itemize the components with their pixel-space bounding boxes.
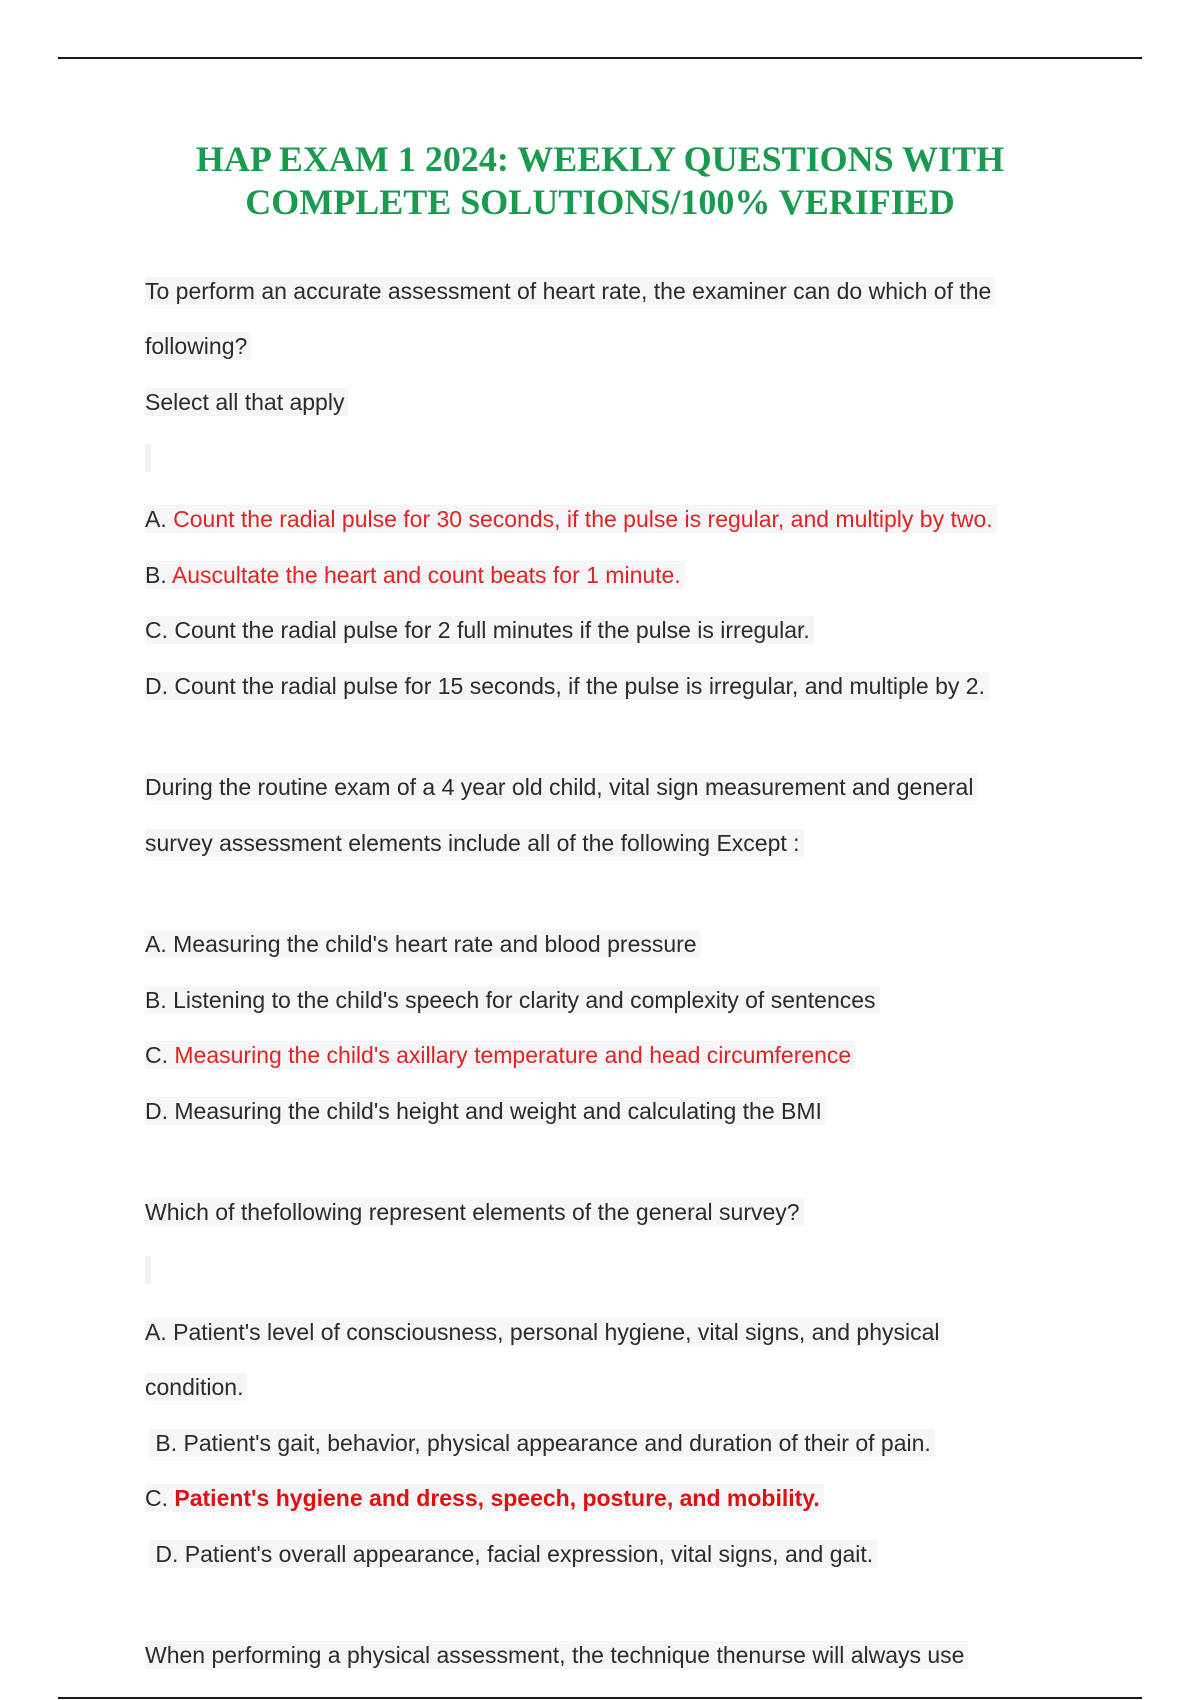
option-prefix: D. (145, 1098, 175, 1124)
question-3-option-d (149, 1540, 877, 1568)
question-2-option-b (145, 986, 880, 1014)
question-4-stem: When performing a physical assessment, the technique thenurse will always use (145, 1641, 968, 1669)
question-3-option-a-continued: condition. (145, 1373, 247, 1401)
option-prefix: C. (145, 1042, 175, 1068)
title-line-2: COMPLETE SOLUTIONS/100% VERIFIED (245, 182, 955, 222)
option-prefix: D. (155, 1541, 185, 1567)
question-1-option-a (145, 505, 997, 533)
question-2-option-d (145, 1097, 826, 1125)
question-1-option-d (145, 672, 989, 700)
option-text-correct: Count the radial pulse for 30 seconds, if the pulse is regular, and multiply by two. (173, 506, 993, 532)
option-prefix: B. (145, 562, 172, 588)
option-text: Count the radial pulse for 2 full minutes if the pulse is irregular. (174, 617, 810, 643)
option-text: Listening to the child's speech for clarity and complexity of sentences (173, 987, 876, 1013)
question-2-stem-line-2: survey assessment elements include all of the following Except : (145, 829, 804, 857)
option-text: Count the radial pulse for 15 seconds, if the pulse is irregular, and multiple by 2. (174, 673, 985, 699)
title-line-1: HAP EXAM 1 2024: WEEKLY QUESTIONS WITH (195, 139, 1005, 179)
blank-marker (145, 1256, 151, 1284)
option-prefix: A. (145, 1319, 174, 1345)
question-2-option-a (145, 930, 701, 958)
question-1-instruction: Select all that apply (145, 388, 348, 416)
option-prefix: C. (145, 617, 175, 643)
blank-marker (145, 444, 151, 472)
question-2-stem-line-1: During the routine exam of a 4 year old child, vital sign measurement and general (145, 773, 977, 801)
question-3-option-b (149, 1429, 935, 1457)
option-text-correct: Auscultate the heart and count beats for 1 minute. (171, 562, 681, 588)
option-prefix: C. (145, 1485, 175, 1511)
option-text: Patient's overall appearance, facial expression, vital signs, and gait. (184, 1541, 874, 1567)
option-prefix: B. (155, 1430, 184, 1456)
question-3-option-a (145, 1318, 944, 1346)
option-text: Patient's level of consciousness, personal hygiene, vital signs, and physical (173, 1319, 940, 1345)
question-1-option-c (145, 616, 814, 644)
option-prefix: D. (145, 673, 175, 699)
option-text-correct: Patient's hygiene and dress, speech, posture, and mobility. (174, 1485, 820, 1511)
option-text-correct: Measuring the child's axillary temperature and head circumference (174, 1042, 852, 1068)
document-title (0, 138, 1200, 224)
question-1-stem-line-1: To perform an accurate assessment of heart rate, the examiner can do which of the (145, 277, 995, 305)
option-text: Measuring the child's heart rate and blood pressure (173, 931, 697, 957)
option-prefix: B. (145, 987, 174, 1013)
option-text: Measuring the child's height and weight and calculating the BMI (174, 1098, 822, 1124)
question-2-option-c (145, 1041, 855, 1069)
top-rule (58, 57, 1142, 59)
option-prefix: A. (145, 931, 174, 957)
question-3-stem: Which of thefollowing represent elements of the general survey? (145, 1198, 804, 1226)
bottom-rule (58, 1697, 1142, 1699)
question-3-option-c (145, 1484, 824, 1512)
question-1-stem-line-2: following? (145, 332, 251, 360)
question-1-option-b (145, 561, 685, 589)
option-text: Patient's gait, behavior, physical appearance and duration of their of pain. (183, 1430, 931, 1456)
option-prefix: A. (145, 506, 174, 532)
